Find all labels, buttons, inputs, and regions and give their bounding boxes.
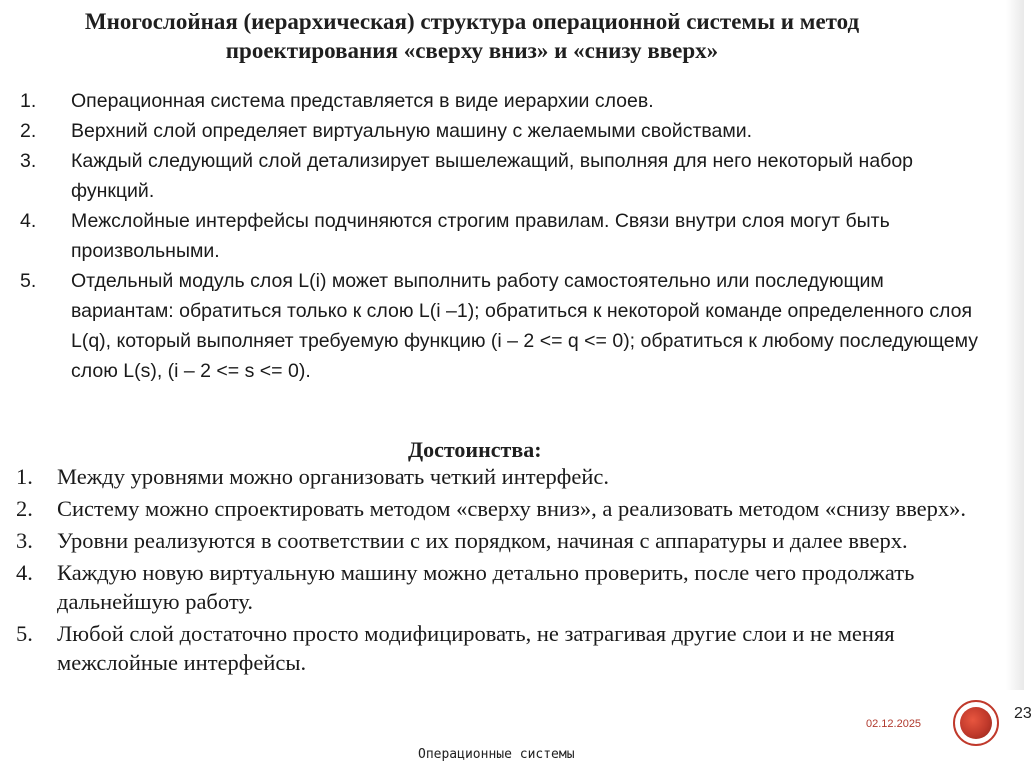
slide-title <box>60 7 884 65</box>
advantages-heading: Достоинства: <box>408 437 542 462</box>
list-item-text: Верхний слой определяет виртуальную машину с желаемыми свойствами. <box>71 120 753 142</box>
advantages-list <box>16 462 976 680</box>
page-badge-icon <box>953 700 999 746</box>
title-line-1: Многослойная (иерархическая) структура операционной системы и метод <box>84 9 860 34</box>
list-item-number: 5. <box>16 621 33 646</box>
list-item <box>16 619 976 677</box>
slide-date: 02.12.2025 <box>866 718 922 730</box>
badge-circle-icon <box>960 707 992 739</box>
list-item-number: 5. <box>20 270 37 292</box>
list-item-number: 2. <box>20 120 37 142</box>
list-item <box>16 526 976 555</box>
list-item <box>16 462 976 491</box>
list-item-text: Любой слой достаточно просто модифицировать, не затрагивая другие слои и не меняя межслойные интерфейсы. <box>57 621 895 675</box>
list-item <box>20 206 980 266</box>
list-item-text: Межслойные интерфейсы подчиняются строгим правилам. Связи внутри слоя могут быть произвольными. <box>71 210 890 262</box>
list-item-number: 1. <box>16 464 33 489</box>
list-item-number: 1. <box>20 90 37 112</box>
list-item-number: 4. <box>16 560 33 585</box>
list-item-text: Уровни реализуются в соответствии с их порядком, начиная с аппаратуры и далее вверх. <box>57 528 908 553</box>
list-item-text: Отдельный модуль слоя L(i) может выполнить работу самостоятельно или последующим вариантам: обратиться только к слою L(i –1); обратиться к некоторой команде определенного слоя L(q), который выполняет требуемую функцию (i – 2 <= q <= 0); обратиться к любому последующему слою L(s), (i – 2 <= s <= 0). <box>71 270 978 382</box>
list-item-text: Операционная система представляется в виде иерархии слоев. <box>71 90 654 112</box>
list-item-text: Каждую новую виртуальную машину можно детально проверить, после чего продолжать дальнейшую работу. <box>57 560 915 614</box>
list-item-number: 2. <box>16 496 33 521</box>
list-item-text: Систему можно спроектировать методом «сверху вниз», а реализовать методом «снизу вверх». <box>57 496 967 521</box>
list-item <box>20 266 980 386</box>
decorative-side-bar <box>1006 0 1024 690</box>
list-item <box>16 494 976 523</box>
structure-list <box>20 86 980 386</box>
list-item <box>20 86 980 116</box>
list-item-text: Каждый следующий слой детализирует вышележащий, выполняя для него некоторый набор функций. <box>71 150 914 202</box>
list-item-number: 3. <box>16 528 33 553</box>
title-line-2: проектирования «сверху вниз» и «снизу вверх» <box>225 38 719 63</box>
list-item <box>20 146 980 206</box>
page-number: 23 <box>1014 705 1032 722</box>
list-item-number: 3. <box>20 150 37 172</box>
list-item-number: 4. <box>20 210 37 232</box>
list-item <box>16 558 976 616</box>
list-item-text: Между уровнями можно организовать четкий интерфейс. <box>57 464 610 489</box>
list-item <box>20 116 980 146</box>
footer-caption: Операционные системы <box>418 747 575 762</box>
